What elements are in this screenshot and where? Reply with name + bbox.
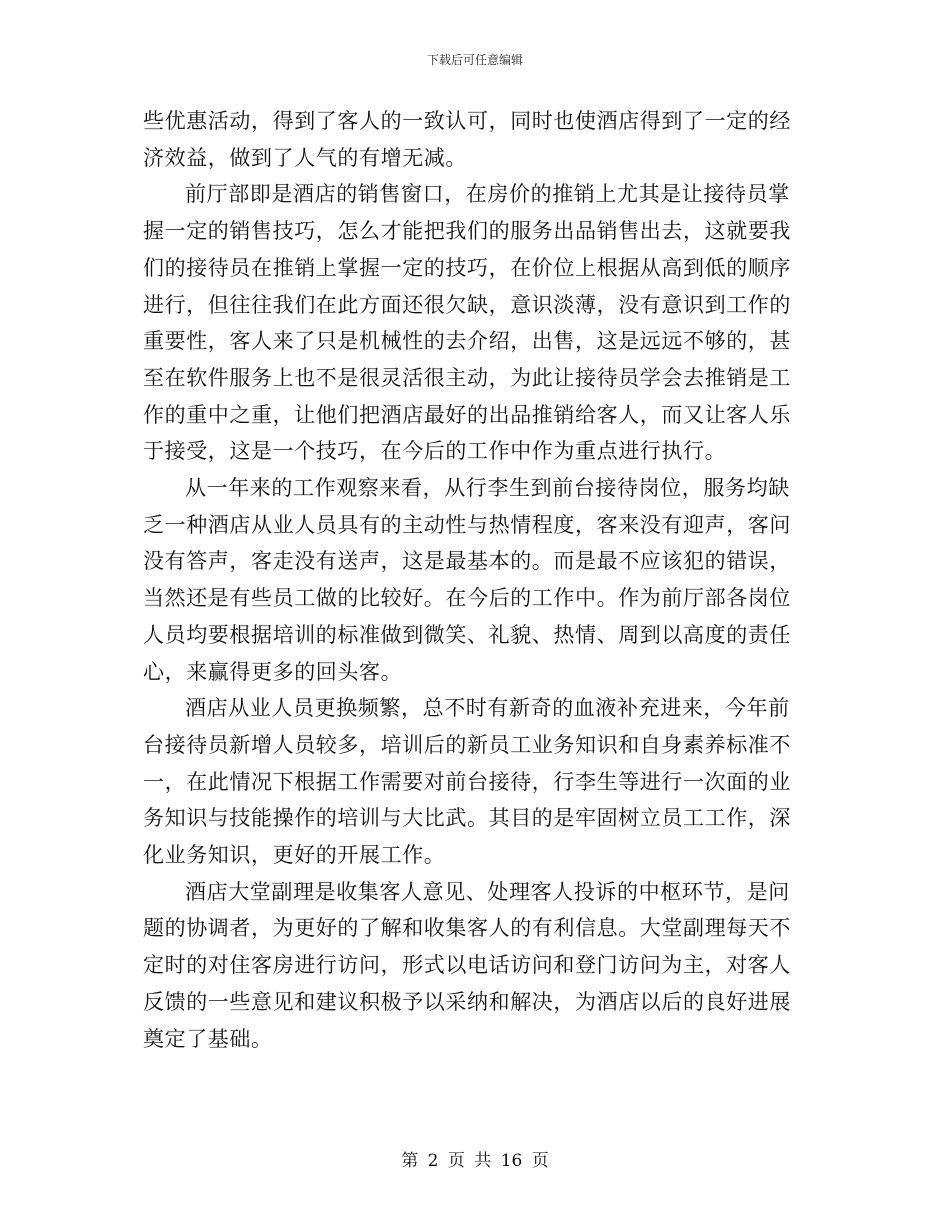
text-line: 们的接待员在推销上掌握一定的技巧，在价位上根据从高到低的顺序 [143, 255, 791, 280]
text-line: 些优惠活动，得到了客人的一致认可，同时也使酒店得到了一定的经 [143, 109, 791, 133]
text-line: 握一定的销售技巧，怎么才能把我们的服务出品销售出去，这就要我 [143, 219, 791, 244]
text-line: 人员均要根据培训的标准做到微笑、礼貌、热情、周到以高度的责任 [143, 622, 791, 647]
document-body [143, 103, 807, 1057]
page-header: 下载后可任意编辑 [426, 53, 523, 67]
text-line: 酒店大堂副理是收集客人意见、处理客人投诉的中枢环节，是问 [185, 879, 790, 904]
text-line: 台接待员新增人员较多，培训后的新员工业务知识和自身素养标准不 [143, 732, 791, 757]
text-line: 奠定了基础。 [143, 1026, 273, 1051]
paragraph-4 [143, 690, 807, 874]
text-line: 酒店从业人员更换频繁，总不时有新奇的血液补充进来，今年前 [185, 696, 790, 721]
page-number-footer: 第 2 页 共 16 页 [401, 1151, 549, 1171]
text-line: 定时的对住客房进行访问，形式以电话访问和登门访问为主，对客人 [143, 953, 791, 978]
text-line: 前厅部即是酒店的销售窗口，在房价的推销上尤其是让接待员掌 [185, 182, 790, 207]
paragraph-5 [143, 874, 807, 1058]
paragraph-2 [143, 176, 807, 470]
text-line: 重要性，客人来了只是机械性的去介绍，出售，这是远远不够的，甚 [143, 329, 791, 354]
text-line: 当然还是有些员工做的比较好。在今后的工作中。作为前厅部各岗位 [143, 586, 791, 611]
text-line: 从一年来的工作观察来看，从行李生到前台接待岗位，服务均缺 [185, 476, 790, 501]
text-line: 一，在此情况下根据工作需要对前台接待，行李生等进行一次面的业 [143, 769, 791, 794]
text-line: 化业务知识，更好的开展工作。 [143, 843, 446, 868]
text-line: 务知识与技能操作的培训与大比武。其目的是牢固树立员工工作，深 [143, 806, 791, 831]
text-line: 没有答声，客走没有送声，这是最基本的。而是最不应该犯的错误， [143, 549, 791, 574]
text-line: 进行，但往往我们在此方面还很欠缺，意识淡薄，没有意识到工作的 [143, 292, 791, 317]
text-line: 题的协调者，为更好的了解和收集客人的有利信息。大堂副理每天不 [143, 916, 791, 941]
text-line: 心，来赢得更多的回头客。 [143, 659, 403, 684]
text-line: 反馈的一些意见和建议积极予以采纳和解决，为酒店以后的良好进展 [143, 989, 791, 1014]
paragraph-1 [143, 103, 807, 176]
text-line: 于接受，这是一个技巧，在今后的工作中作为重点进行执行。 [143, 439, 727, 464]
text-line: 乏一种酒店从业人员具有的主动性与热情程度，客来没有迎声，客问 [143, 512, 791, 537]
text-line: 作的重中之重，让他们把酒店最好的出品推销给客人，而又让客人乐 [143, 402, 791, 427]
text-line: 至在软件服务上也不是很灵活很主动，为此让接待员学会去推销是工 [143, 365, 791, 390]
text-line: 济效益，做到了人气的有增无减。 [143, 145, 467, 170]
paragraph-3 [143, 470, 807, 690]
